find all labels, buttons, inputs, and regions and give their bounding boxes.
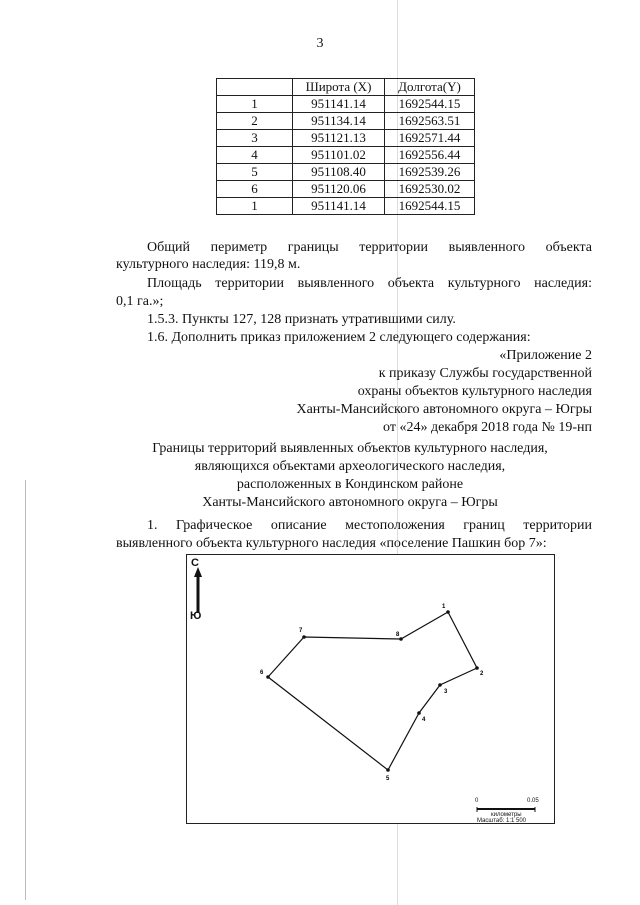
page-number: 3 <box>316 36 324 51</box>
table-row <box>217 96 475 113</box>
table-cell: 1692530.02 <box>385 181 475 198</box>
boundary-point-label: 1 <box>442 604 446 610</box>
boundary-point <box>302 635 306 639</box>
boundary-point <box>438 683 442 687</box>
table-cell: 6 <box>217 181 293 198</box>
table-row <box>217 147 475 164</box>
boundary-point-label: 5 <box>386 776 390 782</box>
table-cell: 1692556.44 <box>385 147 475 164</box>
section-title-line-2: являющихся объектами археологического наследия, <box>194 459 506 474</box>
table-row <box>217 113 475 130</box>
table-cell: 951141.14 <box>293 198 385 215</box>
table-cell: 951141.14 <box>293 96 385 113</box>
boundary-point <box>386 768 390 772</box>
table-cell: 951101.02 <box>293 147 385 164</box>
scale-end-label: 0.05 <box>527 798 539 804</box>
boundary-point-label: 6 <box>260 670 264 676</box>
section-title-line-1: Границы территорий выявленных объектов культурного наследия, <box>152 441 548 456</box>
boundary-point <box>475 666 479 670</box>
scale-start-label: 0 <box>475 798 479 804</box>
table-cell: 1 <box>217 96 293 113</box>
boundary-point <box>417 711 421 715</box>
perimeter-line-1: Общий периметр границы территории выявленного объекта <box>147 240 592 255</box>
boundary-point <box>446 610 450 614</box>
scale-ratio-label: Масштаб: 1:1 500 <box>477 818 527 824</box>
margin-line <box>25 480 26 900</box>
map-canvas <box>187 555 554 823</box>
table-row <box>217 181 475 198</box>
boundary-point-label: 4 <box>422 717 426 723</box>
table-header-cell: Широта (X) <box>293 79 385 96</box>
coordinates-table <box>216 78 475 215</box>
boundary-point-label: 8 <box>396 632 400 638</box>
boundary-point-label: 2 <box>480 671 484 677</box>
boundary-point-label: 7 <box>299 628 303 634</box>
table-cell: 1692571.44 <box>385 130 475 147</box>
scale-unit-label: километры <box>491 812 522 818</box>
appendix-line-2: к приказу Службы государственной <box>378 366 592 381</box>
appendix-line-3: охраны объектов культурного наследия <box>357 384 592 399</box>
table-cell: 951134.14 <box>293 113 385 130</box>
area-line-2: 0,1 га.»; <box>116 294 164 309</box>
table-header-cell: Долгота(Y) <box>385 79 475 96</box>
table-cell: 3 <box>217 130 293 147</box>
item-1-6: 1.6. Дополнить приказ приложением 2 следующего содержания: <box>147 330 531 345</box>
perimeter-line-2: культурного наследия: 119,8 м. <box>116 257 301 272</box>
boundary-map <box>186 554 555 824</box>
table-cell: 1692539.26 <box>385 164 475 181</box>
north-arrow-head-icon <box>194 567 202 577</box>
table-header-cell <box>217 79 293 96</box>
description-line-1: 1. Графическое описание местоположения границ территории <box>147 518 592 533</box>
area-line-1: Площадь территории выявленного объекта культурного наследия: <box>147 276 592 291</box>
appendix-line-1: «Приложение 2 <box>499 348 592 363</box>
north-label: С <box>191 557 199 569</box>
table-cell: 1692563.51 <box>385 113 475 130</box>
item-1-5-3: 1.5.3. Пункты 127, 128 признать утратившими силу. <box>147 312 456 327</box>
section-title-line-3: расположенных в Кондинском районе <box>236 477 464 492</box>
appendix-line-5: от «24» декабря 2018 года № 19-нп <box>383 420 592 435</box>
table-cell: 951108.40 <box>293 164 385 181</box>
boundary-point <box>266 675 270 679</box>
table-row <box>217 164 475 181</box>
table-cell: 951121.13 <box>293 130 385 147</box>
boundary-point-label: 3 <box>444 689 448 695</box>
table-header-row <box>217 79 475 96</box>
section-title-line-4: Ханты-Мансийского автономного округа – Югры <box>202 495 498 510</box>
table-cell: 951120.06 <box>293 181 385 198</box>
boundary-point <box>399 637 403 641</box>
table-cell: 1692544.15 <box>385 96 475 113</box>
table-cell: 4 <box>217 147 293 164</box>
table-cell: 1692544.15 <box>385 198 475 215</box>
description-line-2: выявленного объекта культурного наследия «поселение Пашкин бор 7»: <box>116 536 547 551</box>
appendix-line-4: Ханты-Мансийского автономного округа – Югры <box>296 402 592 417</box>
south-label: Ю <box>190 610 202 622</box>
table-cell: 1 <box>217 198 293 215</box>
table-row <box>217 130 475 147</box>
table-row <box>217 198 475 215</box>
table-cell: 5 <box>217 164 293 181</box>
table-cell: 2 <box>217 113 293 130</box>
